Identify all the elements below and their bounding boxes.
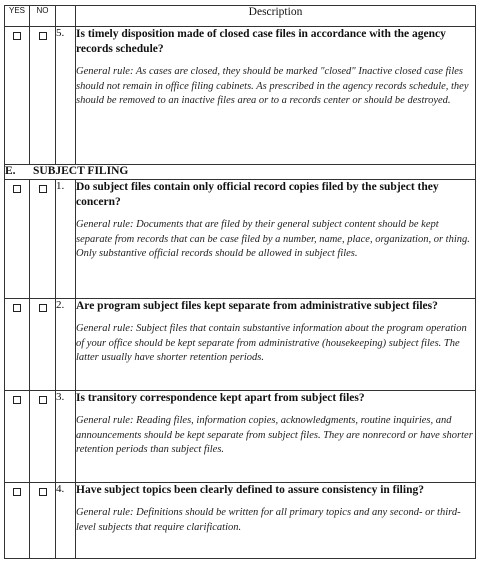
no-checkbox[interactable] xyxy=(39,304,47,312)
yes-column-header: YES xyxy=(5,6,30,27)
yes-cell xyxy=(5,299,30,391)
no-cell xyxy=(30,483,56,559)
yes-checkbox[interactable] xyxy=(13,32,21,40)
item-description xyxy=(76,391,476,483)
item-question: Have subject topics been clearly defined to assure consistency in filing? xyxy=(76,484,424,496)
item-general-rule: General rule: Definitions should be written for all primary topics and any second- or third-level subjects that require clarification. xyxy=(76,507,461,533)
item-description xyxy=(76,299,476,391)
section-row-subject-filing xyxy=(5,165,476,180)
description-column-header: Description xyxy=(76,6,476,27)
no-column-header: NO xyxy=(30,6,56,27)
records-checklist-table xyxy=(4,5,476,559)
item-number: 4. xyxy=(56,483,76,559)
yes-checkbox[interactable] xyxy=(13,396,21,404)
item-description xyxy=(76,180,476,299)
item-question: Are program subject files kept separate from administrative subject files? xyxy=(76,300,438,312)
section-heading xyxy=(5,165,476,180)
item-general-rule: General rule: Subject files that contain substantive information about the program operation of your office should be kept separate from administrative (housekeeping) subject files. The latter usually have shorter retention periods. xyxy=(76,323,467,363)
no-cell xyxy=(30,391,56,483)
item-number: 2. xyxy=(56,299,76,391)
no-cell xyxy=(30,299,56,391)
yes-cell xyxy=(5,483,30,559)
section-title: SUBJECT FILING xyxy=(33,165,129,177)
header-row xyxy=(5,6,476,27)
yes-cell xyxy=(5,180,30,299)
item-number: 1. xyxy=(56,180,76,299)
checklist-row-4 xyxy=(5,483,476,559)
yes-checkbox[interactable] xyxy=(13,304,21,312)
checklist-row-1 xyxy=(5,180,476,299)
section-letter: E. xyxy=(5,165,16,177)
item-general-rule: General rule: As cases are closed, they should be marked "closed" Inactive closed case files should not remain in office filing cabinets. As prescribed in the agency records schedule, they should be removed to an inactive files area or to a records center or should be destroyed. xyxy=(76,66,469,106)
no-cell xyxy=(30,180,56,299)
no-checkbox[interactable] xyxy=(39,488,47,496)
item-number: 5. xyxy=(56,27,76,165)
yes-cell xyxy=(5,27,30,165)
no-checkbox[interactable] xyxy=(39,396,47,404)
item-description xyxy=(76,27,476,165)
yes-checkbox[interactable] xyxy=(13,185,21,193)
checklist-row-3 xyxy=(5,391,476,483)
item-number: 3. xyxy=(56,391,76,483)
item-general-rule: General rule: Reading files, information copies, acknowledgments, routine inquiries, and announcements should be kept separate from subject files. They are nonrecord or have shorter retention periods than subject files. xyxy=(76,415,473,455)
item-question: Do subject files contain only official record copies filed by the subject they concern? xyxy=(76,181,439,208)
number-column-header xyxy=(56,6,76,27)
checklist-row-2 xyxy=(5,299,476,391)
yes-checkbox[interactable] xyxy=(13,488,21,496)
no-checkbox[interactable] xyxy=(39,185,47,193)
yes-cell xyxy=(5,391,30,483)
checklist-row-5 xyxy=(5,27,476,165)
no-checkbox[interactable] xyxy=(39,32,47,40)
item-question: Is timely disposition made of closed case files in accordance with the agency records schedule? xyxy=(76,28,446,55)
no-cell xyxy=(30,27,56,165)
item-question: Is transitory correspondence kept apart from subject files? xyxy=(76,392,365,404)
item-description xyxy=(76,483,476,559)
item-general-rule: General rule: Documents that are filed by their general subject content should be kept separate from records that can be case filed by a number, name, place, organization, or thing. Only substantive official records should be allowed in subject files. xyxy=(76,219,470,259)
